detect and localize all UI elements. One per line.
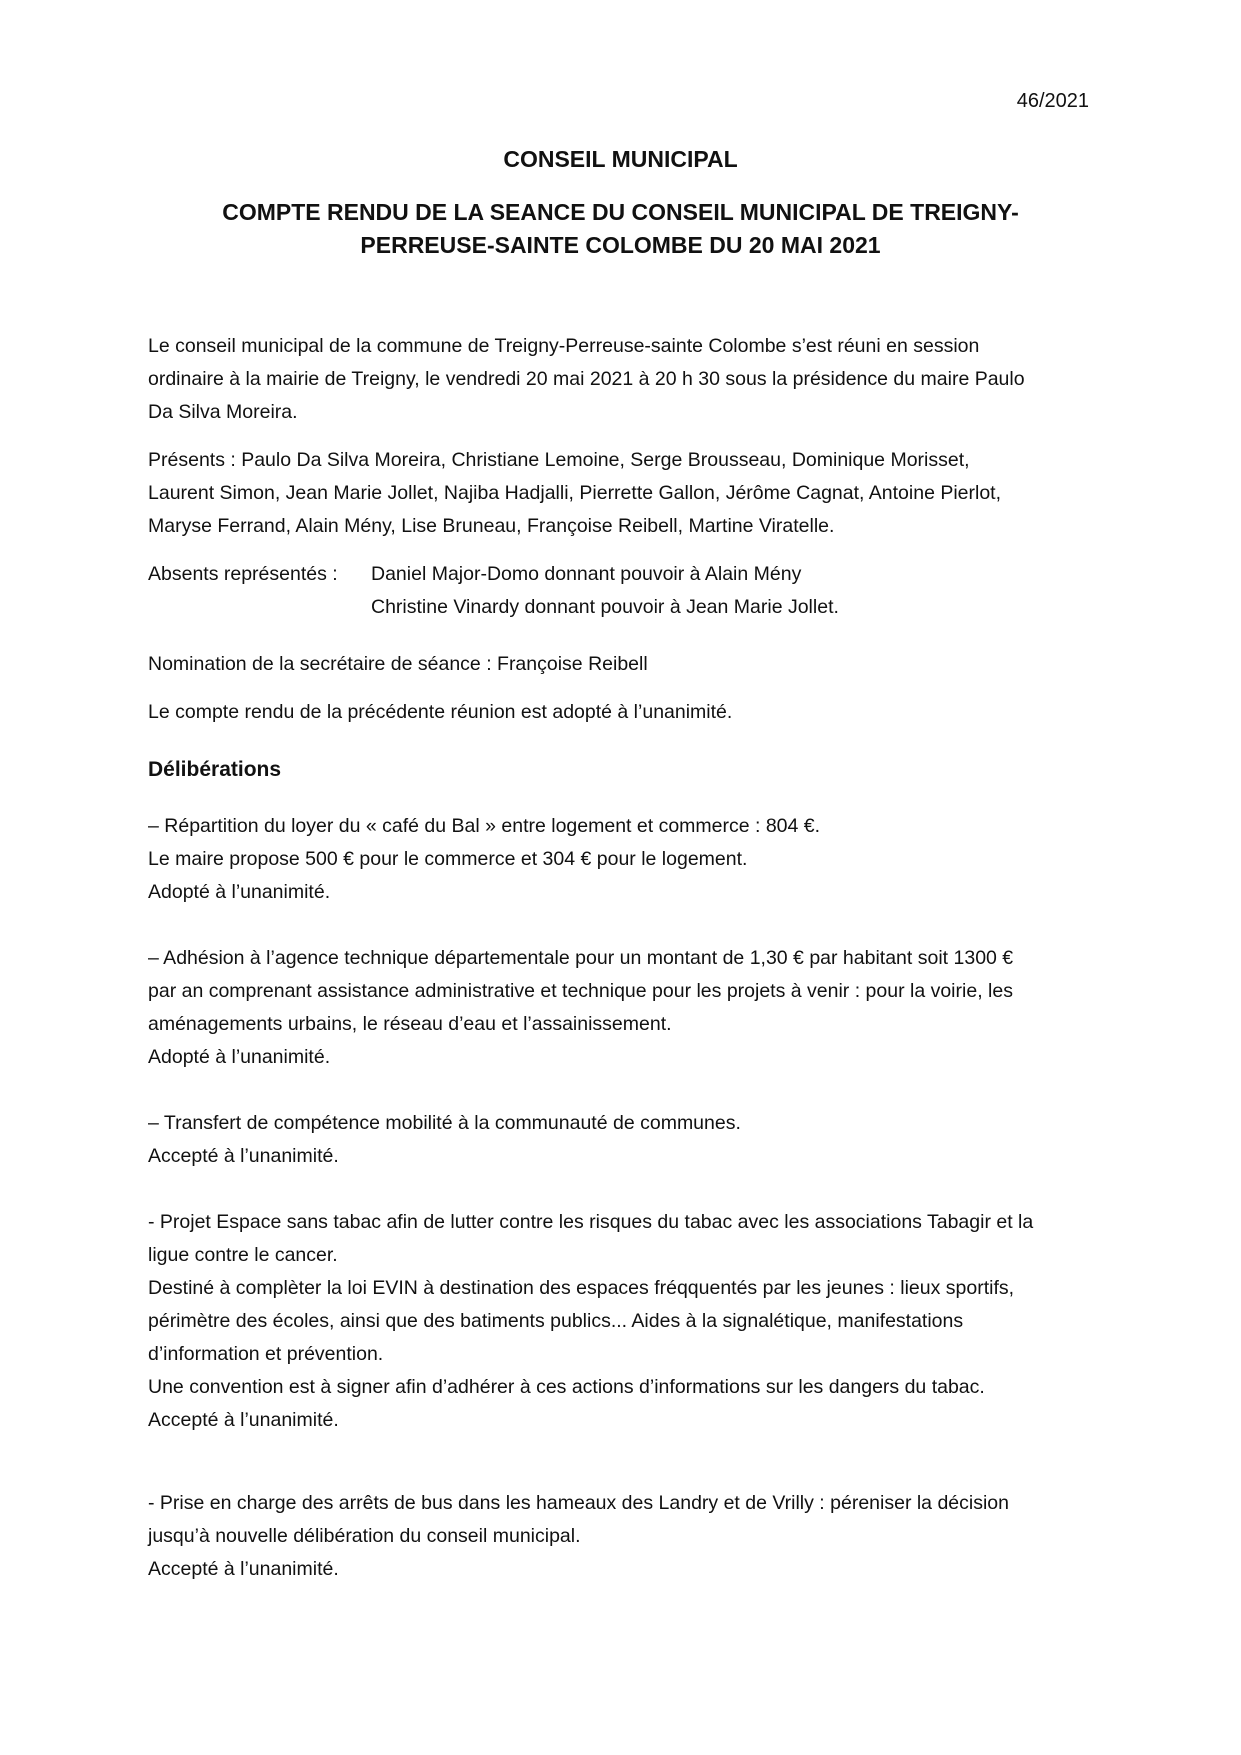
- absents-list: [371, 558, 1094, 624]
- text-line: jusqu’à nouvelle délibération du conseil municipal.: [148, 1525, 581, 1547]
- text-line: par an comprenant assistance administrative et technique pour les projets à venir : pour la voirie, les: [148, 980, 1013, 1002]
- text-line: ligue contre le cancer.: [148, 1244, 338, 1266]
- text-line: Adopté à l’unanimité.: [148, 881, 331, 903]
- text-line: Accepté à l’unanimité.: [148, 1145, 339, 1167]
- text-line: – Transfert de compétence mobilité à la communauté de communes.: [148, 1112, 741, 1134]
- subtitle-line: COMPTE RENDU DE LA SEANCE DU CONSEIL MUNICIPAL DE TREIGNY-: [222, 199, 1019, 225]
- document-subtitle: [0, 196, 1241, 262]
- text-line: Le conseil municipal de la commune de Treigny-Perreuse-sainte Colombe s’est réuni en session: [148, 335, 980, 357]
- text-line: Adopté à l’unanimité.: [148, 1046, 331, 1068]
- text-line: Destiné à complèter la loi EVIN à destination des espaces fréqquentés par les jeunes : lieux sportifs,: [148, 1277, 1015, 1299]
- text-line: ordinaire à la mairie de Treigny, le vendredi 20 mai 2021 à 20 h 30 sous la présidence du maire Paulo: [148, 368, 1025, 390]
- text-line: – Répartition du loyer du « café du Bal » entre logement et commerce : 804 €.: [148, 815, 821, 837]
- document-body: [148, 330, 1094, 1586]
- deliberation-item: [148, 942, 1094, 1074]
- absents-section: [148, 558, 1094, 624]
- text-line: périmètre des écoles, ainsi que des batiments publics... Aides à la signalétique, manifestations: [148, 1310, 964, 1332]
- text-line: - Projet Espace sans tabac afin de lutter contre les risques du tabac avec les associations Tabagir et la: [148, 1211, 1034, 1233]
- text-line: Laurent Simon, Jean Marie Jollet, Najiba Hadjalli, Pierrette Gallon, Jérôme Cagnat, Antoine Pierlot,: [148, 482, 1002, 504]
- deliberation-item: [148, 1107, 1094, 1173]
- text-line: Maryse Ferrand, Alain Mény, Lise Bruneau, Françoise Reibell, Martine Viratelle.: [148, 515, 835, 537]
- text-line: Accepté à l’unanimité.: [148, 1558, 339, 1580]
- absent-item: Daniel Major-Domo donnant pouvoir à Alain Mény: [371, 563, 802, 585]
- document-title: CONSEIL MUNICIPAL: [503, 146, 738, 172]
- text-line: d’information et prévention.: [148, 1343, 384, 1365]
- text-line: - Prise en charge des arrêts de bus dans les hameaux des Landry et de Vrilly : péreniser la décision: [148, 1492, 1009, 1514]
- text-line: Accepté à l’unanimité.: [148, 1409, 339, 1431]
- presents-paragraph: [148, 444, 1094, 543]
- previous-minutes-line: Le compte rendu de la précédente réunion est adopté à l’unanimité.: [148, 701, 733, 723]
- absents-label: Absents représentés :: [148, 563, 338, 585]
- absent-item: Christine Vinardy donnant pouvoir à Jean Marie Jollet.: [371, 596, 839, 618]
- deliberation-item: [148, 1206, 1094, 1437]
- deliberations-heading: Délibérations: [148, 758, 282, 781]
- text-line: Le maire propose 500 € pour le commerce et 304 € pour le logement.: [148, 848, 748, 870]
- intro-paragraph: [148, 330, 1094, 429]
- subtitle-line: PERREUSE-SAINTE COLOMBE DU 20 MAI 2021: [360, 232, 881, 258]
- text-line: Présents : Paulo Da Silva Moreira, Christiane Lemoine, Serge Brousseau, Dominique Morisset,: [148, 449, 970, 471]
- secretary-line: Nomination de la secrétaire de séance : Françoise Reibell: [148, 653, 648, 675]
- text-line: Da Silva Moreira.: [148, 401, 298, 423]
- text-line: aménagements urbains, le réseau d’eau et l’assainissement.: [148, 1013, 672, 1035]
- deliberation-item: [148, 1487, 1094, 1586]
- text-line: – Adhésion à l’agence technique départementale pour un montant de 1,30 € par habitant soit 1300 €: [148, 947, 1014, 969]
- document-reference: 46/2021: [1016, 90, 1089, 112]
- text-line: Une convention est à signer afin d’adhérer à ces actions d’informations sur les dangers du tabac.: [148, 1376, 985, 1398]
- deliberation-item: [148, 810, 1094, 909]
